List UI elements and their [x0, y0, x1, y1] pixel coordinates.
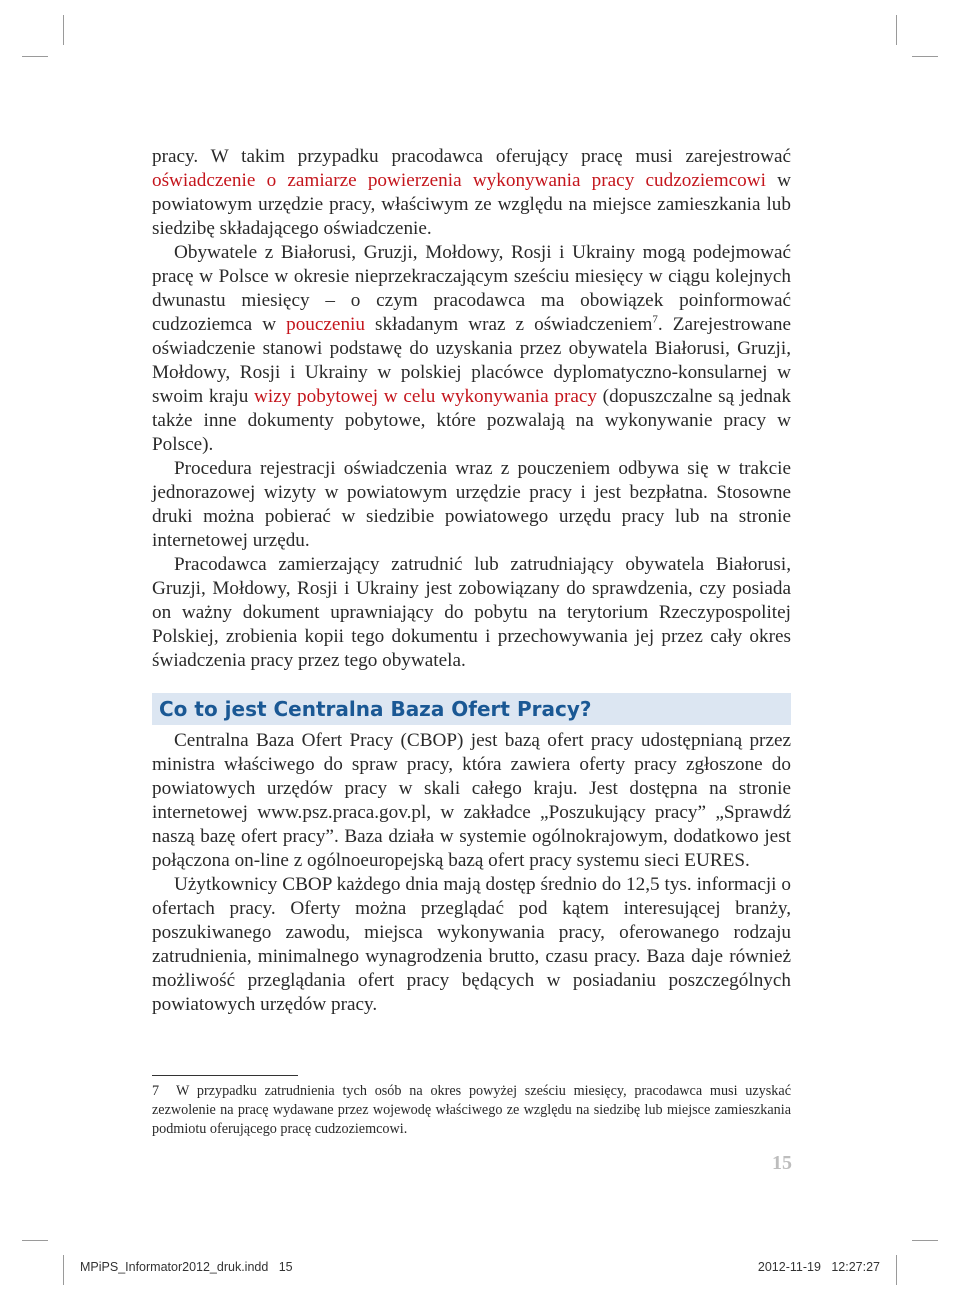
paragraph: Pracodawca zamierzający zatrudnić lub zatrudniający obywatela Białorusi, Gruzji, Mołdowy, Rosji i Ukrainy jest zobowiązany do sprawdzenia, czy posiada on ważny dokument uprawniający do pobytu na terytorium Rzeczypospolitej Polskiej, zrobienia kopii tego dokumentu i przechowywania jej przez cały okres świadczenia pracy przez tego obywatela. — [152, 554, 791, 671]
text-run: składanym wraz z oświadczeniem — [364, 314, 653, 335]
page-content — [152, 145, 791, 1017]
glossary-link[interactable]: pouczeniu — [286, 314, 365, 335]
text-run: pracy. W takim przypadku pracodawca oferujący pracę musi zarejestrować — [152, 146, 791, 167]
text-run: (dopuszczalne są jednak także inne dokumenty pobytowe, które pozwalają na wykonywanie pracy w Polsce). — [152, 386, 791, 455]
slug-timestamp: 2012-11-19 12:27:27 — [757, 1260, 880, 1274]
crop-mark — [63, 15, 64, 45]
paragraph — [152, 145, 791, 241]
footnote-reference: 7 — [652, 313, 658, 326]
footnote-divider — [152, 1075, 298, 1076]
section-heading: Co to jest Centralna Baza Ofert Pracy? — [159, 697, 592, 721]
paragraph — [152, 241, 791, 457]
crop-mark — [22, 1240, 48, 1241]
glossary-link[interactable]: wizy pobytowej w celu wykonywania pracy — [254, 386, 597, 407]
paragraph: Użytkownicy CBOP każdego dnia mają dostęp średnio do 12,5 tys. informacji o ofertach pracy. Oferty można przeglądać pod kątem interesującej branży, poszukiwanego zawodu, miejsca wykonywania pracy, oferowanego rodzaju zatrudnienia, minimalnego wynagrodzenia brutto, czasu pracy. Baza daje również możliwość przeglądania ofert pracy będących w posiadaniu poszczególnych powiatowych urzędów pracy. — [152, 874, 791, 1015]
slug-filename: MPiPS_Informator2012_druk.indd 15 — [80, 1260, 293, 1274]
glossary-link[interactable]: oświadczenie o zamiarze powierzenia wykonywania pracy cudzoziemcowi — [152, 170, 766, 191]
crop-mark — [896, 1255, 897, 1285]
footnote-number: 7 — [152, 1083, 160, 1099]
page-number: 15 — [772, 1152, 792, 1174]
footnote — [152, 1082, 791, 1139]
crop-mark — [912, 56, 938, 57]
crop-mark — [896, 15, 897, 45]
crop-mark — [912, 1240, 938, 1241]
crop-mark — [63, 1255, 64, 1285]
section-heading-box — [152, 693, 791, 725]
paragraph: Centralna Baza Ofert Pracy (CBOP) jest bazą ofert pracy udostępnianą przez ministra właściwego do spraw pracy, która zawiera oferty pracy zgłoszone do powiatowych urzędów pracy w skali całego kraju. Jest dostępna na stronie internetowej www.psz.praca.gov.pl, w zakładce „Poszukujący pracy” „Sprawdź naszą bazę ofert pracy”. Baza działa w systemie ogólnokrajowym, dodatkowo jest połączona on-line z ogólnoeuropejską bazą ofert pracy systemu sieci EURES. — [152, 730, 791, 871]
text-run: Obywatele z Białorusi, Gruzji, Mołdowy, Rosji i Ukrainy mogą podejmować pracę w Polsce w okresie nieprzekraczającym sześciu miesięcy w ciągu kolejnych dwunastu miesięcy – o czym pracodawca ma obowiązek poinformować cudzoziemca w — [152, 242, 791, 335]
text-run: . Zarejestrowane oświadczenie stanowi podstawę do uzyskania przez obywatela Białorusi, Gruzji, Mołdowy, Rosji i Ukrainy w polskiej placówce dyplomatyczno-konsularnej w swoim kraju — [152, 314, 791, 407]
text-run: w powiatowym urzędzie pracy, właściwym ze względu na miejsce zamieszkania lub siedzibę składającego oświadczenie. — [152, 170, 792, 239]
footnote-text: W przypadku zatrudnienia tych osób na okres powyżej sześciu miesięcy, pracodawca musi uzyskać zezwolenie na pracę wydawane przez wojewodę właściwego ze względu na siedzibę lub miejsce zamieszkania podmiotu oferującego pracę cudzoziemcowi. — [152, 1083, 791, 1137]
crop-mark — [22, 56, 48, 57]
paragraph: Procedura rejestracji oświadczenia wraz z pouczeniem odbywa się w trakcie jednorazowej wizyty w powiatowym urzędzie pracy i jest bezpłatna. Stosowne druki można pobierać w siedzibie powiatowego urzędu pracy lub na stronie internetowej urzędu. — [152, 458, 791, 551]
